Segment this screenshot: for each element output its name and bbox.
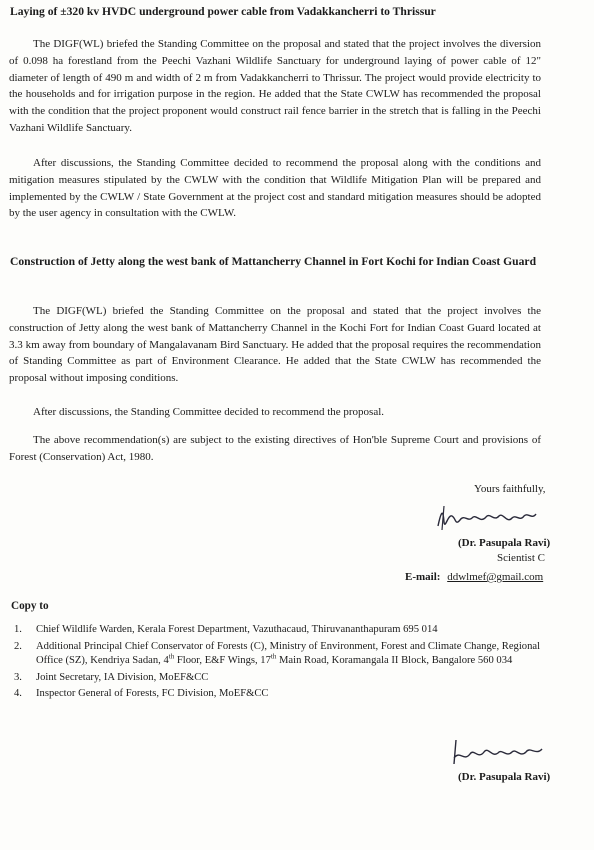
jetty-decision-paragraph: After discussions, the Standing Committee decided to recommend the proposal.	[33, 406, 385, 418]
section-heading-hvdc-cable: Laying of ±320 kv HVDC underground power cable from Vadakkancherri to Thrissur	[10, 5, 436, 18]
email-address: ddwlmef@gmail.com	[447, 571, 544, 583]
hvdc-briefing-paragraph: The DIGF(WL) briefed the Standing Committee on the proposal and stated that the project involves the diversion of 0.098 ha forestland from the Peechi Vazhani Wildlife Sanctuary for underground laying of power cable of 12" diameter of length of 490 m and width of 2 m from Vadakkancherri to Thrissur. The project would provide electricity to the households and for irrigation purpose in the region. He added that the State CWLW has recommended the proposal with the condition that the project proponent would construct rail fence barrier in the stretch that is falling in the Peechi Vazhani Wildlife Sanctuary.	[9, 38, 541, 134]
salutation: Yours faithfully,	[474, 483, 546, 495]
email-label: E-mail:	[405, 571, 441, 583]
copy-to-item	[14, 640, 554, 669]
copy-to-number: 2.	[14, 640, 22, 652]
hvdc-decision-paragraph: After discussions, the Standing Committee decided to recommend the proposal along with the conditions and mitigation measures stipulated by the CWLW with the condition that Wildlife Mitigation Plan will be prepared and implemented by the CWLW / State Government at the project cost and standard mitigation measures should be adopted by the user agency in consultation with the CWLW.	[9, 157, 541, 220]
section-heading-jetty: Construction of Jetty along the west bank of Mattancherry Channel in Fort Kochi for Indian Coast Guard	[10, 255, 537, 268]
copy-to-list	[14, 623, 554, 704]
jetty-briefing-paragraph: The DIGF(WL) briefed the Standing Committee on the proposal and stated that the project involves the construction of Jetty along the west bank of Mattancherry Channel in the Kochi Fort for Indian Coast Guard located at 3.3 km away from boundary of Mangalavanam Bird Sanctuary. He added that the proposal requires the recommendation of Standing Committee as part of Environment Clearance. He added that the State CWLW has recommended the proposal without imposing conditions.	[9, 305, 541, 385]
copy-to-text: Inspector General of Forests, FC Division, MoEF&CC	[36, 688, 269, 700]
copy-to-text: Chief Wildlife Warden, Kerala Forest Department, Vazuthacaud, Thiruvananthapuram 695 014	[36, 624, 438, 635]
email-line	[405, 570, 543, 584]
closing-paragraph: The above recommendation(s) are subject to the existing directives of Hon'ble Supreme Court and provisions of Forest (Conservation) Act, 1980.	[9, 434, 541, 463]
copy-to-item	[14, 671, 554, 686]
copy-to-item	[14, 687, 554, 702]
copy-to-number: 3.	[14, 671, 22, 683]
signatory-name: (Dr. Pasupala Ravi)	[458, 537, 551, 549]
copy-to-title: Copy to	[11, 600, 49, 612]
copy-to-text: Additional Principal Chief Conservator of Forests (C), Ministry of Environment, Forest and Climate Change, Regional Office (SZ), Kendriya Sadan, 4th Floor, E&F Wings, 17th Main Road, Koramangala II Block, Bangalore 560 034	[36, 640, 541, 667]
copy-to-number: 1.	[14, 624, 22, 635]
signatory-designation: Scientist C	[497, 552, 545, 564]
copy-to-item	[14, 623, 554, 638]
copy-to-number: 4.	[14, 688, 22, 700]
copy-to-text: Joint Secretary, IA Division, MoEF&CC	[36, 671, 209, 683]
footer-signatory-name: (Dr. Pasupala Ravi)	[458, 771, 551, 783]
footer-handwritten-signature	[448, 736, 553, 770]
handwritten-signature	[432, 502, 542, 536]
